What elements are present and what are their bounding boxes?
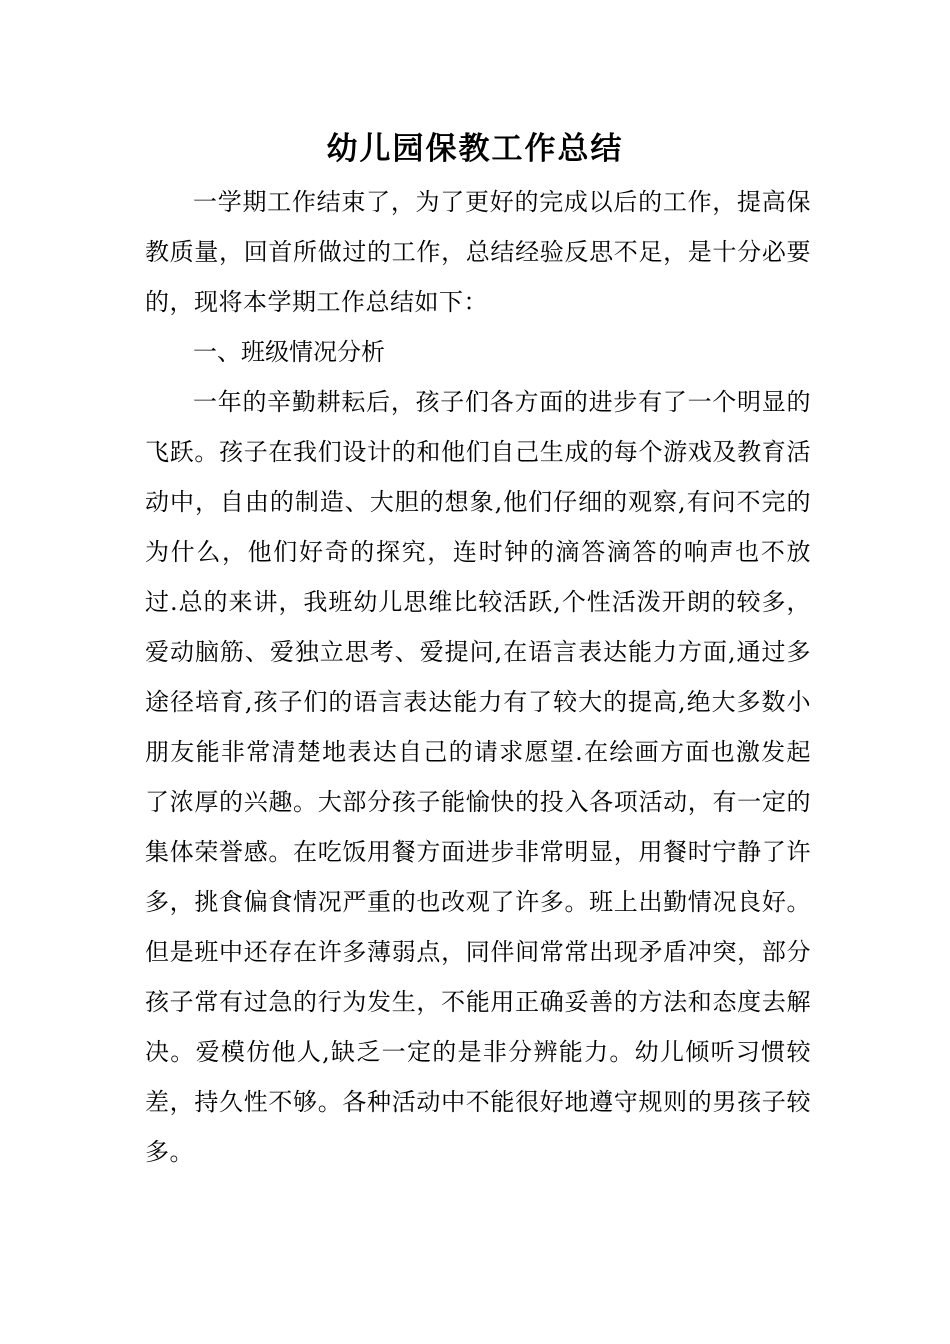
intro-paragraph: 一学期工作结束了，为了更好的完成以后的工作，提高保教质量，回首所做过的工作，总结经验反思不足，是十分必要的，现将本学期工作总结如下： bbox=[145, 188, 811, 316]
section-paragraph: 一年的辛勤耕耘后，孩子们各方面的进步有了一个明显的飞跃。孩子在我们设计的和他们自己生成的每个游戏及教育活动中，自由的制造、大胆的想象,他们仔细的观察,有问不完的为什么，他们好奇的探究，连时钟的滴答滴答的响声也不放过.总的来讲，我班幼儿思维比较活跃,个性活泼开朗的较多，爱动脑筋、爱独立思考、爱提问,在语言表达能力方面,通过多途径培育,孩子们的语言表达能力有了较大的提高,绝大多数小朋友能非常清楚地表达自己的请求愿望.在绘画方面也激发起了浓厚的兴趣。大部分孩子能愉快的投入各项活动，有一定的集体荣誉感。在吃饭用餐方面进步非常明显，用餐时宁静了许多，挑食偏食情况严重的也改观了许多。班上出勤情况良好。但是班中还存在许多薄弱点，同伴间常常出现矛盾冲突，部分孩子常有过急的行为发生，不能用正确妥善的方法和态度去解决。爱模仿他人,缺乏一定的是非分辨能力。幼儿倾听习惯较差，持久性不够。各种活动中不能很好地遵守规则的男孩子较多。 bbox=[145, 388, 811, 1166]
section-heading: 一、班级情况分析 bbox=[193, 338, 385, 366]
document-title: 幼儿园保教工作总结 bbox=[326, 131, 624, 167]
document-body bbox=[145, 177, 811, 1177]
